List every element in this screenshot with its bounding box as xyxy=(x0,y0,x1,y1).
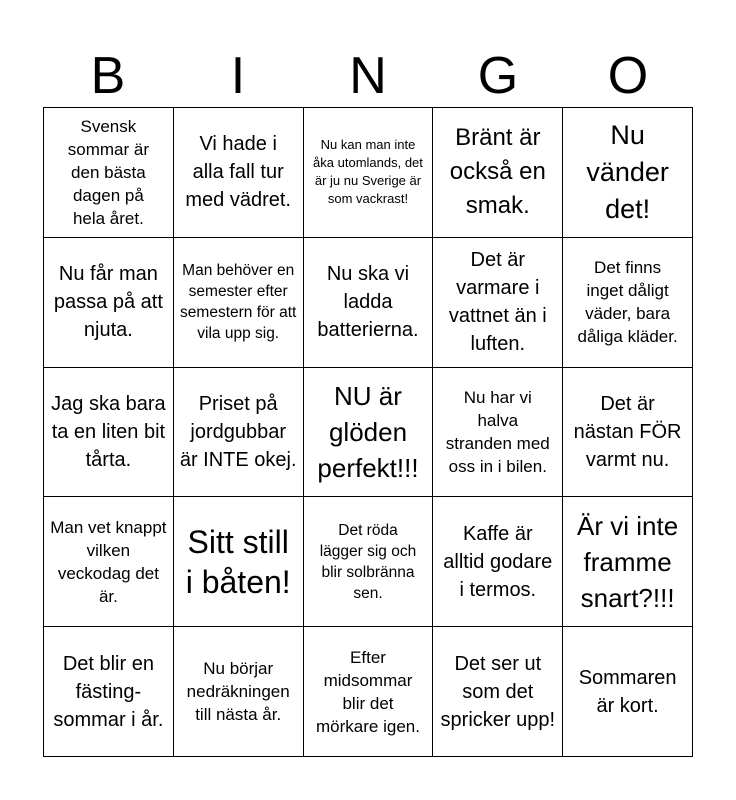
cell-text: Efter midsommar blir det mörkare igen. xyxy=(316,647,420,736)
cell-text: Kaffe är alltid godare i termos. xyxy=(443,522,553,601)
cell-text: Är vi inte framme snart?!!! xyxy=(577,510,679,613)
bingo-cell[interactable] xyxy=(174,238,304,368)
header-letter-b: B xyxy=(90,47,126,105)
bingo-header xyxy=(43,44,693,108)
bingo-cell[interactable] xyxy=(563,368,693,498)
bingo-cell[interactable] xyxy=(563,108,693,238)
bingo-cell[interactable] xyxy=(304,497,434,627)
bingo-cell[interactable] xyxy=(304,368,434,498)
bingo-cell[interactable] xyxy=(433,108,563,238)
bingo-cell[interactable] xyxy=(174,627,304,757)
bingo-cell[interactable] xyxy=(44,497,174,627)
cell-text: Det blir en fästing-sommar i år. xyxy=(53,652,164,731)
cell-text: Sommaren är kort. xyxy=(578,666,677,717)
cell-text: Nu kan man inte åka utomlands, det är ju nu Sverige är som vackrast! xyxy=(313,137,423,207)
bingo-cell[interactable] xyxy=(563,627,693,757)
cell-text: Man behöver en semester efter semestern för att vila upp sig. xyxy=(180,262,297,343)
cell-text: Nu börjar nedräkningen till nästa år. xyxy=(186,659,290,725)
cell-text: Bränt är också en smak. xyxy=(449,124,546,220)
bingo-cell[interactable] xyxy=(174,108,304,238)
bingo-cell[interactable] xyxy=(563,497,693,627)
cell-text: Nu har vi halva stranden med oss in i bilen. xyxy=(445,387,550,476)
bingo-grid xyxy=(43,107,693,757)
cell-text: Nu ska vi ladda batterierna. xyxy=(317,263,419,342)
cell-text: Det är varmare i vattnet än i luften. xyxy=(448,249,547,356)
cell-text: Det ser ut som det spricker upp! xyxy=(440,652,556,731)
bingo-cell[interactable] xyxy=(174,497,304,627)
cell-text: Priset på jordgubbar är INTE okej. xyxy=(179,392,297,471)
bingo-cell[interactable] xyxy=(433,368,563,498)
header-letter-g: G xyxy=(477,47,519,105)
cell-text: Svensk sommar är den bästa dagen på hela året. xyxy=(67,116,149,228)
bingo-cell[interactable] xyxy=(304,627,434,757)
bingo-cell[interactable] xyxy=(44,627,174,757)
cell-text: Det är nästan FÖR varmt nu. xyxy=(573,392,682,471)
cell-text: Nu vänder det! xyxy=(586,119,669,224)
cell-text: Nu får man passa på att njuta. xyxy=(53,263,163,342)
cell-text: Det finns inget dåligt väder, bara dåliga kläder. xyxy=(577,258,678,347)
cell-text: NU är glöden perfekt!!! xyxy=(317,380,419,483)
header-letter-n: N xyxy=(349,47,387,105)
bingo-cell[interactable] xyxy=(433,627,563,757)
header-letter-o: O xyxy=(607,47,649,105)
cell-text: Jag ska bara ta en liten bit tårta. xyxy=(51,392,166,471)
bingo-cell[interactable] xyxy=(563,238,693,368)
cell-text: Vi hade i alla fall tur med vädret. xyxy=(185,133,291,212)
bingo-cell[interactable] xyxy=(44,108,174,238)
bingo-cell[interactable] xyxy=(433,497,563,627)
header-letter-i: I xyxy=(230,47,246,105)
bingo-cell[interactable] xyxy=(174,368,304,498)
bingo-cell[interactable] xyxy=(304,108,434,238)
bingo-cell[interactable] xyxy=(304,238,434,368)
cell-text: Det röda lägger sig och blir solbränna sen. xyxy=(319,521,417,602)
cell-text: Sitt still i båten! xyxy=(185,523,291,600)
bingo-cell[interactable] xyxy=(433,238,563,368)
cell-text: Man vet knappt vilken veckodag det är. xyxy=(50,517,167,606)
bingo-cell[interactable] xyxy=(44,238,174,368)
bingo-cell[interactable] xyxy=(44,368,174,498)
